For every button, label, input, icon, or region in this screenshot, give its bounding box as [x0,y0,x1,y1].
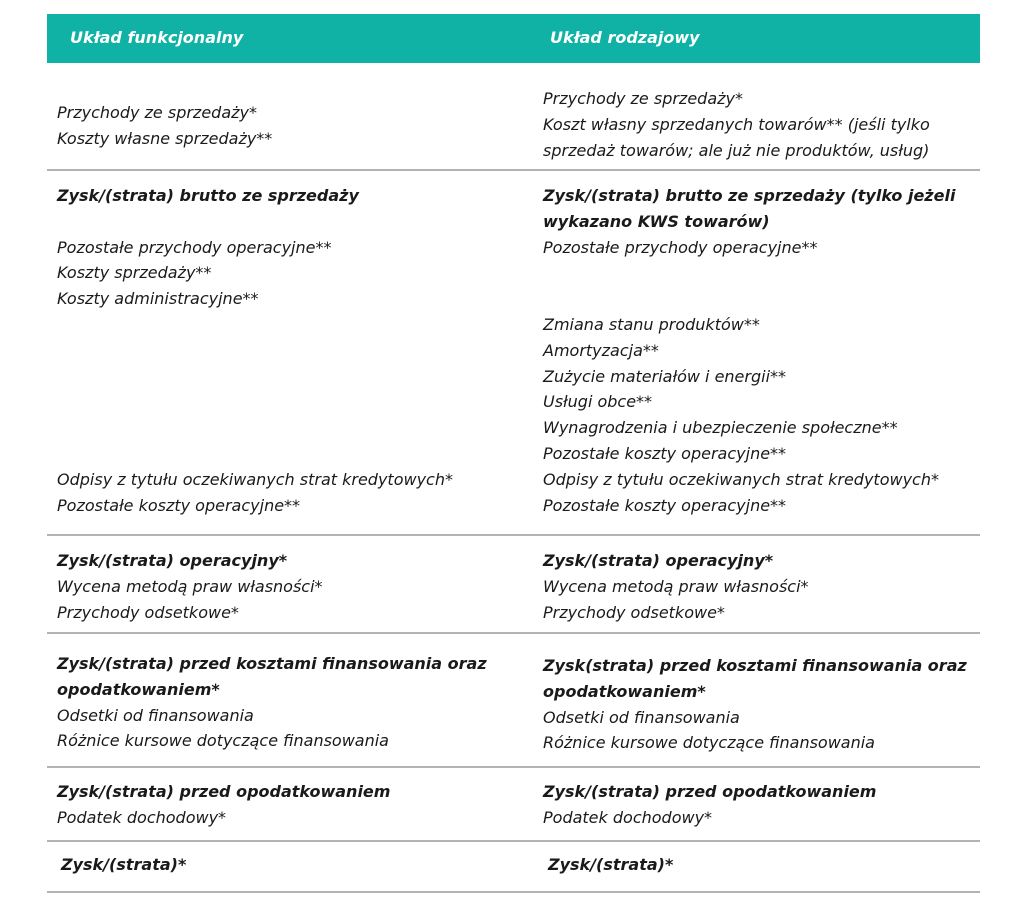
table-cell: Przychody ze sprzedaży* [543,89,743,108]
left-column [57,183,497,518]
table-cell: Pozostałe koszty operacyjne** [543,495,787,515]
table-cell: sprzedaż towarów; ale już nie produktów, usług) [543,140,930,160]
table-cell-heading: Zysk/(strata)* [61,855,187,874]
table-cell: Zmiana stanu produktów** [543,314,760,334]
table-cell: Przychody odsetkowe* [57,602,239,622]
row-divider [47,766,980,768]
table-cell-heading: Zysk/(strata)* [548,855,674,874]
table-cell: Pozostałe przychody operacyjne** [57,237,332,257]
row-divider [47,840,980,842]
table-cell-heading: Zysk/(strata) przed kosztami finansowania oraz [57,654,487,673]
table-cell: Pozostałe przychody operacyjne** [543,237,818,257]
table-cell-heading: opodatkowaniem* [543,681,706,701]
table-cell: Podatek dochodowy* [543,807,713,827]
header-functional: Układ funkcjonalny [70,28,244,47]
table-cell: Koszty administracyjne** [57,289,259,309]
table-cell: Wycena metodą praw własności* [543,576,809,596]
table-cell-heading: Zysk/(strata) operacyjny* [543,551,774,570]
table-cell: Pozostałe koszty operacyjne** [57,495,301,515]
table-cell: Różnice kursowe dotyczące finansowania [543,733,875,753]
table-cell: Podatek dochodowy* [57,807,227,827]
row-divider [47,632,980,634]
table-cell-heading: Zysk/(strata) brutto ze sprzedaży [57,186,359,205]
table-cell: Przychody ze sprzedaży* [57,103,257,122]
left-column [57,651,497,754]
table-cell: Koszty własne sprzedaży** [57,128,273,148]
right-column [543,653,973,756]
table-cell: Wynagrodzenia i ubezpieczenie społeczne** [543,418,898,438]
row-divider [47,169,980,171]
table-cell: Amortyzacja** [543,340,659,360]
row-divider [47,534,980,536]
right-column [543,86,973,163]
table-cell-heading: Zysk/(strata) przed opodatkowaniem [543,782,877,801]
table-cell-heading: Zysk(strata) przed kosztami finansowania oraz [543,656,967,675]
left-column [57,100,497,152]
left-column [57,548,497,625]
right-column [543,779,973,831]
row-divider [47,891,980,893]
table-header [47,14,980,63]
left-column [61,852,501,878]
table-cell-heading: Zysk/(strata) operacyjny* [57,551,288,570]
table-cell: Pozostałe koszty operacyjne** [543,443,787,463]
table-cell: Przychody odsetkowe* [543,602,725,622]
table-cell: Różnice kursowe dotyczące finansowania [57,731,389,751]
table-cell: Zużycie materiałów i energii** [543,366,787,386]
right-column [548,852,978,878]
table-cell: Koszty sprzedaży** [57,263,212,283]
table-cell: Odpisy z tytułu oczekiwanych strat kredytowych* [57,469,453,489]
table-cell: Wycena metodą praw własności* [57,576,323,596]
table-cell: Odpisy z tytułu oczekiwanych strat kredytowych* [543,469,939,489]
table-cell-heading: Zysk/(strata) brutto ze sprzedaży (tylko jeżeli [543,186,956,205]
left-column [57,779,497,831]
table-cell-heading: Zysk/(strata) przed opodatkowaniem [57,782,391,801]
table-cell-heading: wykazano KWS towarów) [543,211,770,231]
table-cell: Odsetki od finansowania [57,705,254,725]
table-cell: Odsetki od finansowania [543,707,740,727]
right-column [543,183,973,518]
right-column [543,548,973,625]
table-cell-heading: opodatkowaniem* [57,679,220,699]
table-cell: Usługi obce** [543,392,653,412]
table-cell: Koszt własny sprzedanych towarów** (jeśli tylko [543,114,930,134]
header-nature: Układ rodzajowy [550,28,700,47]
